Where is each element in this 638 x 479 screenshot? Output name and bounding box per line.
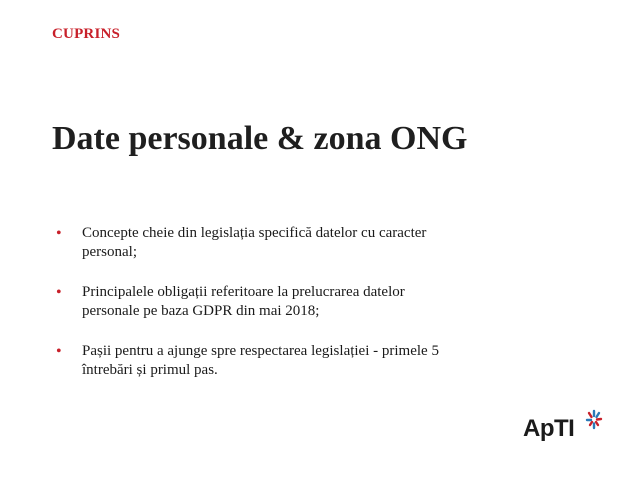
bullet-item <box>56 283 476 321</box>
bullet-marker: • <box>56 284 62 301</box>
section-label: CUPRINS <box>52 26 121 42</box>
bullet-marker: • <box>56 225 62 242</box>
bullet-text-line-2: personale pe baza GDPR din mai 2018; <box>82 303 320 319</box>
star-burst-icon <box>585 409 603 431</box>
apti-logo <box>523 409 603 449</box>
bullet-item <box>56 342 476 380</box>
bullet-text-line-1: Pașii pentru a ajunge spre respectarea legislației - primele 5 <box>82 343 439 359</box>
bullet-marker: • <box>56 343 62 360</box>
bullet-text-line-1: Principalele obligații referitoare la prelucrarea datelor <box>82 284 405 300</box>
bullet-text-line-1: Concepte cheie din legislația specifică datelor cu caracter <box>82 225 427 241</box>
bullet-list <box>56 224 476 401</box>
slide-title: Date personale & zona ONG <box>52 120 468 157</box>
logo-text: ApTI <box>523 415 575 442</box>
bullet-text-line-2: personal; <box>82 244 137 260</box>
bullet-item <box>56 224 476 262</box>
bullet-text-line-2: întrebări și primul pas. <box>82 362 218 378</box>
